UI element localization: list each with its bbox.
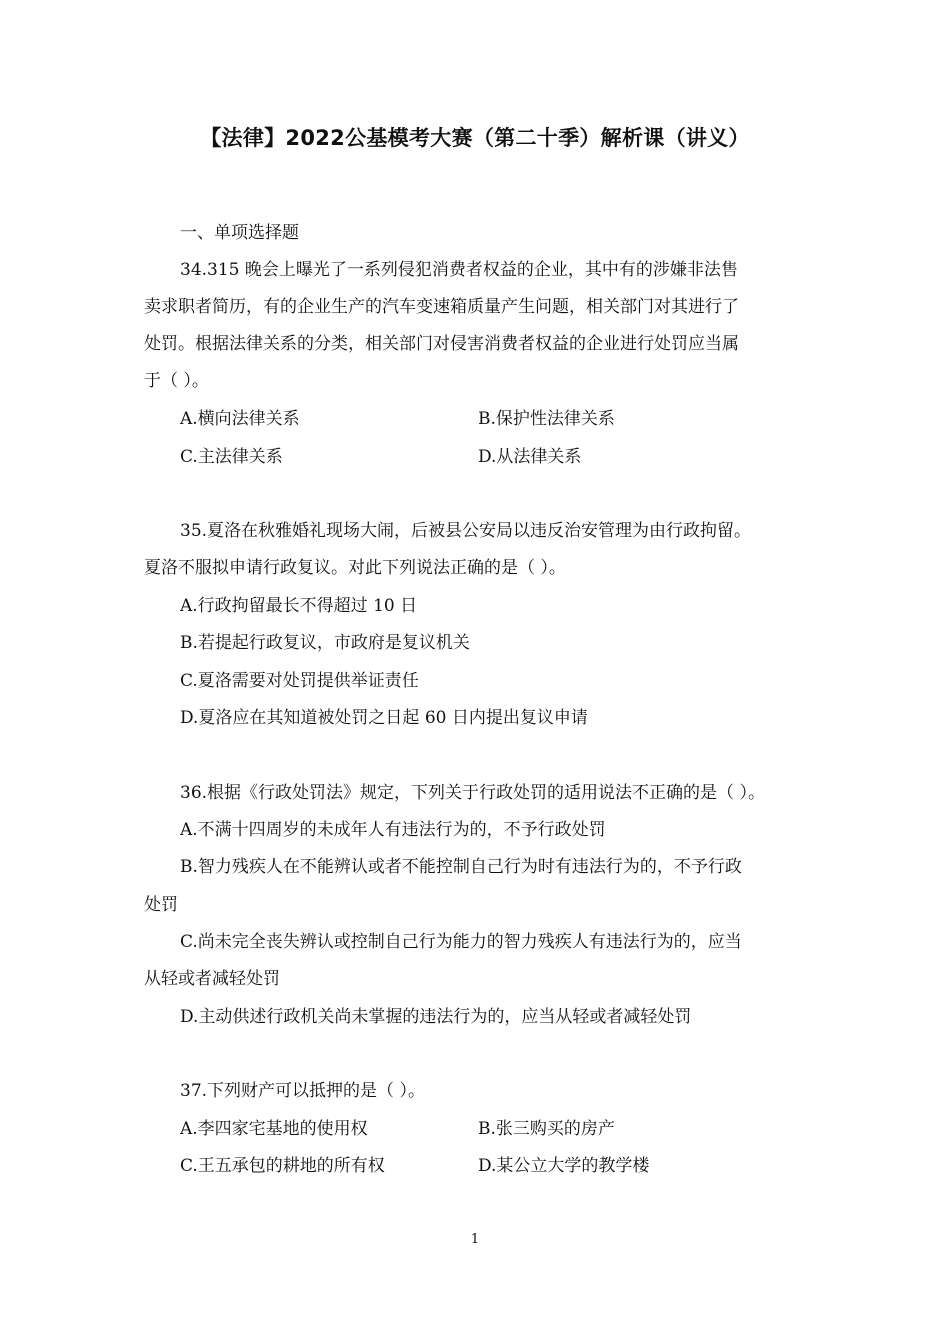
question-37-option-c: C.王五承包的耕地的所有权 — [180, 1156, 385, 1176]
question-36-option-c-line-2: 从轻或者减轻处罚 — [144, 969, 280, 989]
question-35-stem-line-2: 夏洛不服拟申请行政复议。对此下列说法正确的是（ ）。 — [144, 558, 566, 578]
question-34-option-d: D.从法律关系 — [478, 447, 582, 467]
question-36-option-b-line-1: B.智力残疾人在不能辨认或者不能控制自己行为时有违法行为的，不予行政 — [180, 857, 742, 877]
question-37-option-a: A.李四家宅基地的使用权 — [180, 1119, 368, 1139]
question-35-option-d: D.夏洛应在其知道被处罚之日起 60 日内提出复议申请 — [180, 708, 588, 728]
question-34-option-c: C.主法律关系 — [180, 447, 283, 467]
question-34-stem-line-2: 卖求职者简历，有的企业生产的汽车变速箱质量产生问题，相关部门对其进行了 — [144, 297, 739, 317]
question-34-stem-line-4: 于（ ）。 — [144, 371, 209, 391]
question-37-option-b: B.张三购买的房产 — [478, 1119, 615, 1139]
question-36-stem-line-1: 36.根据《行政处罚法》规定，下列关于行政处罚的适用说法不正确的是（ ）。 — [180, 783, 765, 803]
question-36-option-c-line-1: C.尚未完全丧失辨认或控制自己行为能力的智力残疾人有违法行为的，应当 — [180, 932, 742, 952]
question-35-option-b: B.若提起行政复议，市政府是复议机关 — [180, 633, 470, 653]
question-37-stem-line-1: 37.下列财产可以抵押的是（ ）。 — [180, 1081, 425, 1101]
question-34-option-a: A.横向法律关系 — [180, 409, 300, 429]
question-36-option-a: A.不满十四周岁的未成年人有违法行为的，不予行政处罚 — [180, 820, 606, 840]
question-35-option-a: A.行政拘留最长不得超过 10 日 — [180, 596, 418, 616]
section-heading: 一、单项选择题 — [180, 223, 299, 243]
question-36-option-d: D.主动供述行政机关尚未掌握的违法行为的，应当从轻或者减轻处罚 — [180, 1007, 692, 1027]
question-36-option-b-line-2: 处罚 — [144, 895, 178, 915]
question-34-stem-line-3: 处罚。根据法律关系的分类，相关部门对侵害消费者权益的企业进行处罚应当属 — [144, 334, 739, 354]
question-34-stem-line-1: 34.315 晚会上曝光了一系列侵犯消费者权益的企业，其中有的涉嫌非法售 — [180, 260, 738, 280]
question-34-option-b: B.保护性法律关系 — [478, 409, 615, 429]
question-35-stem-line-1: 35.夏洛在秋雅婚礼现场大闹，后被县公安局以违反治安管理为由行政拘留。 — [180, 521, 752, 541]
page-number: 1 — [470, 1232, 480, 1247]
question-37-option-d: D.某公立大学的教学楼 — [478, 1156, 650, 1176]
question-35-option-c: C.夏洛需要对处罚提供举证责任 — [180, 671, 419, 691]
page-title: 【法律】2022公基模考大赛（第二十季）解析课（讲义） — [200, 126, 750, 150]
